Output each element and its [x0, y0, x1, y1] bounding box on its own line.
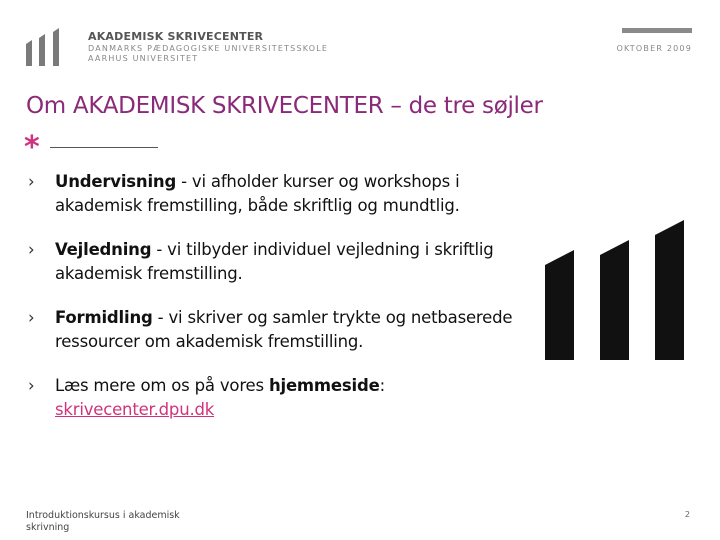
chevron-right-icon: ›: [28, 172, 35, 191]
bullet-text: - vi skriver og samler trykte og netbaserede ressourcer om akademisk fremstilling.: [55, 308, 513, 351]
slide-date: OKTOBER 2009: [616, 44, 692, 53]
homepage-label: hjemmeside: [268, 376, 380, 395]
organization-name: [88, 30, 328, 64]
university-bars-logo-icon: [26, 26, 68, 66]
asterisk-icon: *: [24, 130, 40, 165]
footer-course-title: Introduktionskursus i akademisk skrivning: [26, 510, 180, 533]
bullet-text: - vi afholder kurser og workshops i akademisk fremstilling, både skriftlig og mundtlig.: [55, 172, 460, 215]
slide-title: Om AKADEMISK SKRIVECENTER – de tre søjler: [26, 93, 543, 119]
bullet-text: - vi tilbyder individuel vejledning i skriftlig akademisk fremstilling.: [55, 240, 494, 283]
bullet-item-undervisning: [28, 170, 548, 218]
bullet-term: Vejledning: [55, 240, 152, 259]
chevron-right-icon: ›: [28, 308, 35, 327]
bullet-item-read-more: [28, 374, 548, 422]
separator: :: [379, 376, 385, 395]
bullet-list: [28, 170, 548, 442]
read-more-text: Læs mere om os på vores: [55, 376, 269, 395]
chevron-right-icon: ›: [28, 376, 35, 395]
large-bars-graphic-icon: [540, 220, 700, 360]
header-bar: [622, 28, 692, 33]
org-university-line: AARHUS UNIVERSITET: [88, 53, 199, 63]
homepage-link[interactable]: skrivecenter.dpu.dk: [55, 400, 215, 419]
title-divider: [50, 147, 158, 148]
page-number: 2: [684, 510, 690, 519]
bullet-term: Formidling: [55, 308, 153, 327]
org-name-line: AKADEMISK SKRIVECENTER: [88, 30, 264, 43]
bullet-item-formidling: [28, 306, 548, 354]
org-school-line: DANMARKS PÆDAGOGISKE UNIVERSITETSSKOLE: [88, 43, 329, 53]
chevron-right-icon: ›: [28, 240, 35, 259]
bullet-item-vejledning: [28, 238, 548, 286]
bullet-term: Undervisning: [55, 172, 177, 191]
